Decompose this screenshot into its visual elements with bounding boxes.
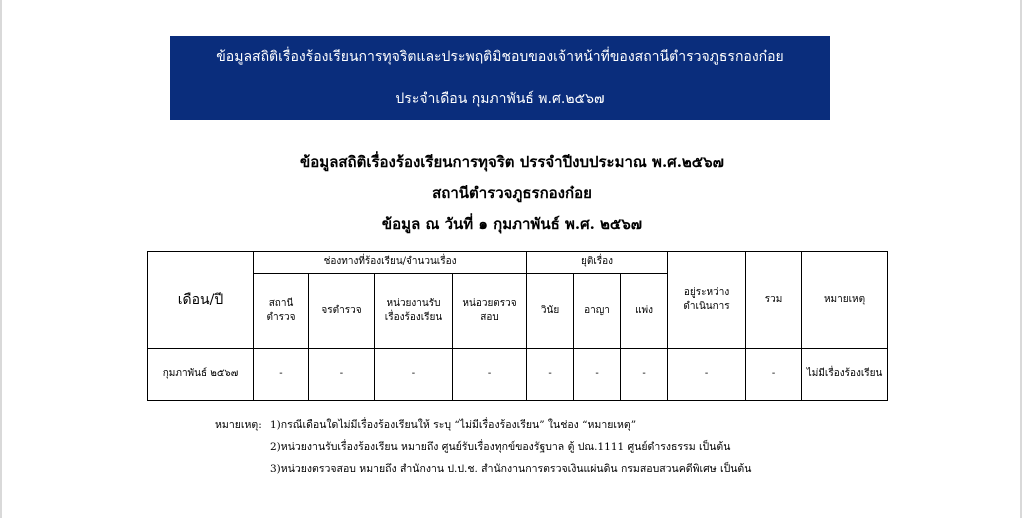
month-year-header: เดือน/ปี <box>148 252 254 349</box>
table-row <box>148 349 888 401</box>
finished-discipline-header: วินัย <box>527 274 574 349</box>
channel-audit-agency-header: หน่อวยตรวจสอบ <box>453 274 527 349</box>
row-total: - <box>746 349 802 401</box>
banner-title: ข้อมูลสถิติเรื่องร้องเรียนการทุจริตและประพฤติมิชอบของเจ้าหน้าที่ของสถานีตำรวจภูธรกองก๋อย <box>216 49 784 65</box>
finished-criminal-header: อาญา <box>574 274 621 349</box>
footnote-item: 3)หน่วยงตรวจสอบ หมายถึง สำนักงาน ป.ป.ช. สำนักงานการตรวจเงินแผ่นดิน กรมสอบสวนคดีพิเศษ เป็นต้น <box>270 463 752 475</box>
row-in-progress: - <box>668 349 746 401</box>
footnote-label: หมายเหตุ: <box>215 419 262 431</box>
channel-traffic-police-header: จรตำรวจ <box>309 274 375 349</box>
row-finished-discipline: - <box>527 349 574 401</box>
row-channel-traffic-police: - <box>309 349 375 401</box>
total-header: รวม <box>746 252 802 349</box>
remark-header: หมายเหตุ <box>802 252 888 349</box>
banner-subtitle: ประจำเดือน กุมภาพันธ์ พ.ศ.๒๕๖๗ <box>395 91 605 107</box>
table-header-row <box>148 252 888 274</box>
data-as-of-date: ข้อมูล ณ วันที่ ๑ กุมภาพันธ์ พ.ศ. ๒๕๖๗ <box>381 215 643 233</box>
row-channel-audit-agency: - <box>453 349 527 401</box>
finished-civil-header: แพ่ง <box>621 274 668 349</box>
channels-group-header: ช่องทางที่ร้องเรียน/จำนวนเรื่อง <box>254 252 527 274</box>
footnote-item <box>215 414 751 436</box>
document-heading: ข้อมูลสถิติเรื่องร้องเรียนการทุจริต ปรรจำปีงบประมาณ พ.ศ.๒๕๖๗ <box>300 153 724 171</box>
in-progress-header: อยู่ระหว่างดำเนินการ <box>668 252 746 349</box>
title-banner <box>170 36 830 120</box>
footnote-text: 1)กรณีเดือนใดไม่มีเรื่องร้องเรียนให้ ระบุ “ไม่มีเรื่องร้องเรียน” ในช่อง “หมายเหตุ” <box>270 419 637 431</box>
row-channel-police-station: - <box>254 349 309 401</box>
footnotes <box>215 414 751 480</box>
channel-police-station-header: สถานีตำรวจ <box>254 274 309 349</box>
row-channel-complaint-agency: - <box>375 349 453 401</box>
page-left-edge <box>0 0 2 518</box>
row-month: กุมภาพันธ์ ๒๕๖๗ <box>148 349 254 401</box>
channel-complaint-agency-header: หน่วยงานรับเรื่องร้องเรียน <box>375 274 453 349</box>
station-name: สถานีตำรวจภูธรกองก๋อย <box>432 184 592 202</box>
footnote-item: 2)หน่วยงานรับเรื่องร้องเรียน หมายถึง ศูนย์รับเรื่องทุกข์ของรัฐบาล ตู้ ปณ.1111 ศูนย์ดำรงธรรม เป็นต้น <box>270 441 731 453</box>
finished-group-header: ยุติเรื่อง <box>527 252 668 274</box>
row-finished-criminal: - <box>574 349 621 401</box>
row-remark: ไม่มีเรื่องร้องเรียน <box>802 349 888 401</box>
page-right-edge <box>1020 0 1022 518</box>
row-finished-civil: - <box>621 349 668 401</box>
complaint-stats-table <box>147 251 888 401</box>
